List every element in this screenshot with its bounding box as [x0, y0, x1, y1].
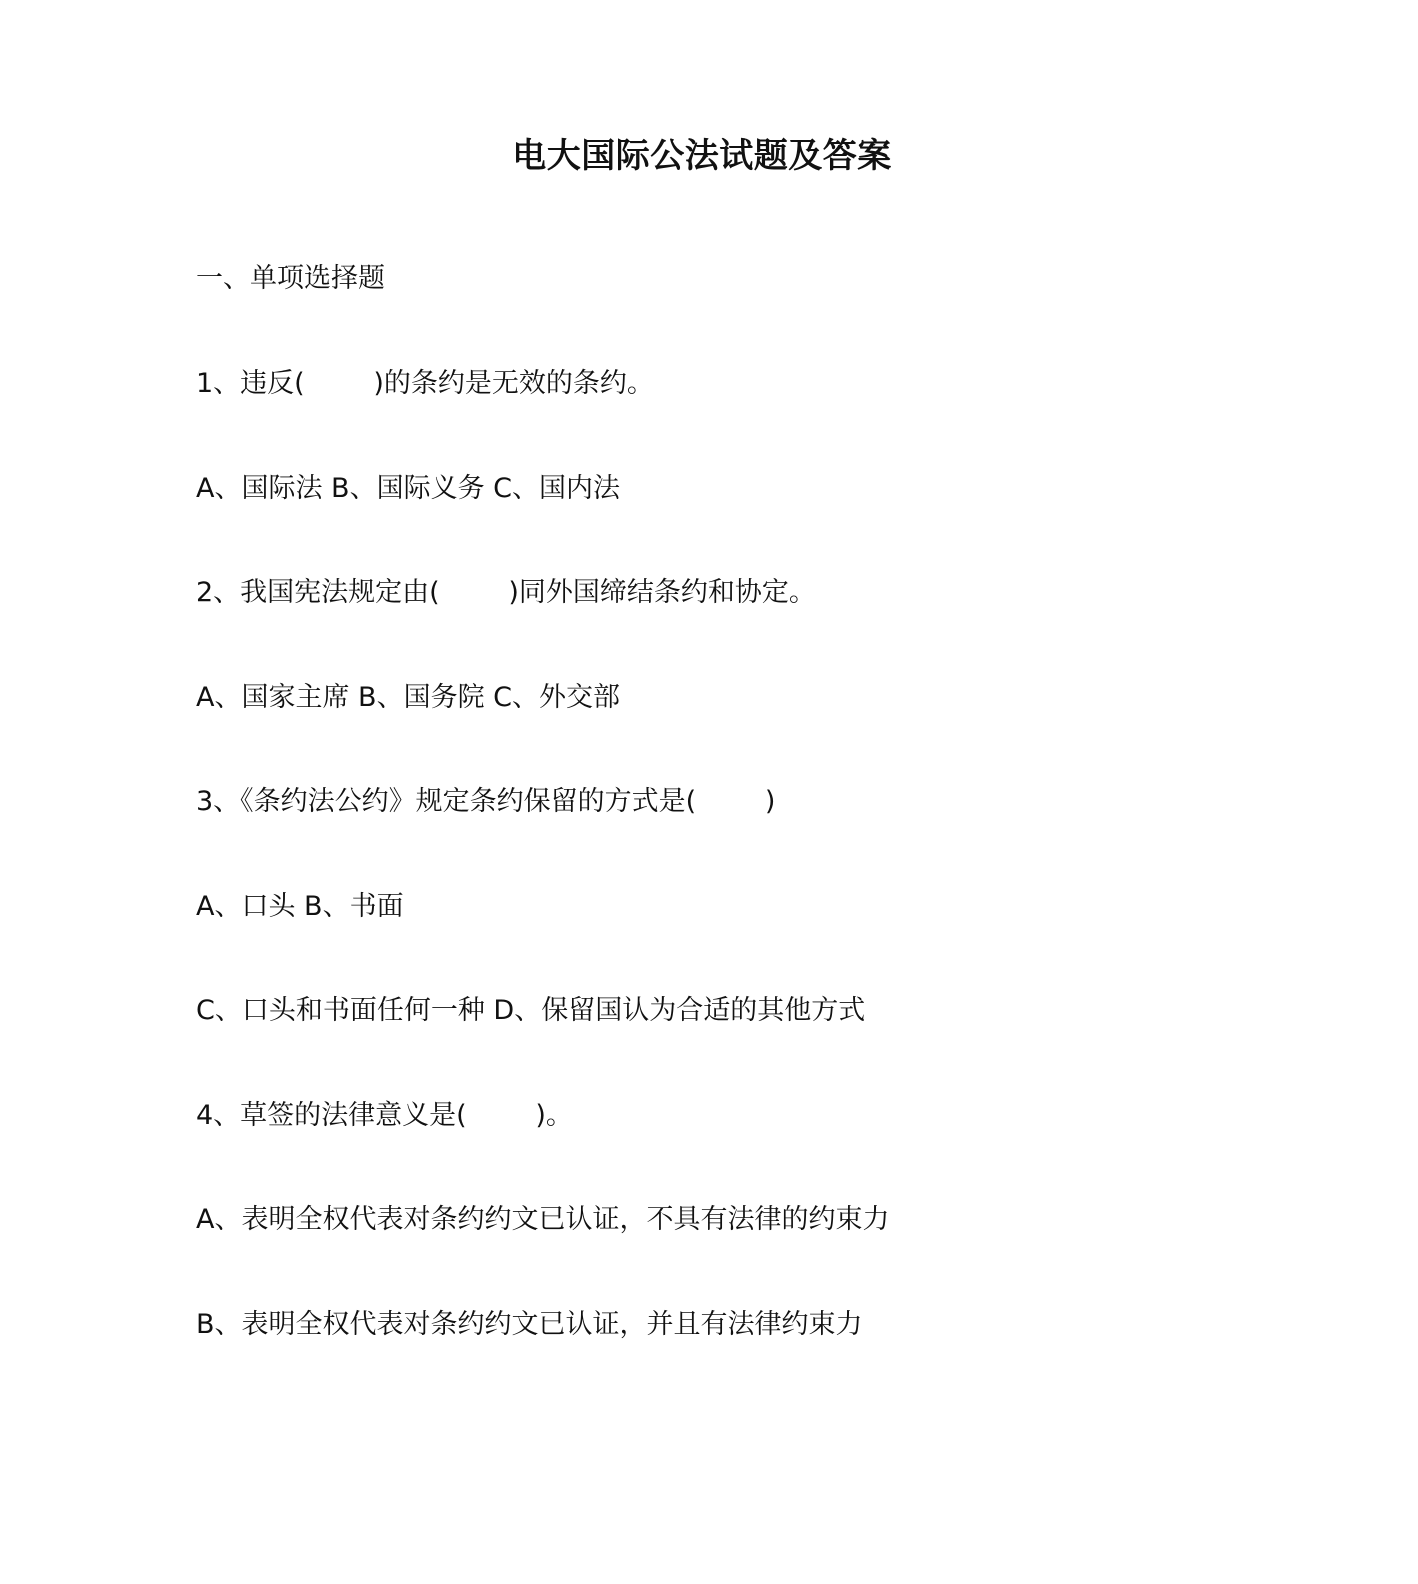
section-heading: 一、单项选择题 [196, 263, 385, 294]
question-3: 3、《条约法公约》规定条约保留的方式是( ) [196, 786, 776, 817]
question-3-options-ab: A、口头 B、书面 [196, 891, 404, 922]
question-2-options: A、国家主席 B、国务院 C、外交部 [196, 682, 621, 713]
question-4-option-b: B、表明全权代表对条约约文已认证，并且有法律约束力 [196, 1309, 863, 1340]
question-3-options-cd: C、口头和书面任何一种 D、保留国认为合适的其他方式 [196, 995, 866, 1026]
question-1: 1、违反( )的条约是无效的条约。 [196, 368, 654, 399]
question-4: 4、草签的法律意义是( )。 [196, 1100, 573, 1131]
question-4-option-a: A、表明全权代表对条约约文已认证，不具有法律的约束力 [196, 1204, 890, 1235]
question-2: 2、我国宪法规定由( )同外国缔结条约和协定。 [196, 577, 816, 608]
question-1-options: A、国际法 B、国际义务 C、国内法 [196, 473, 621, 504]
page-title: 电大国际公法试题及答案 [512, 136, 892, 176]
